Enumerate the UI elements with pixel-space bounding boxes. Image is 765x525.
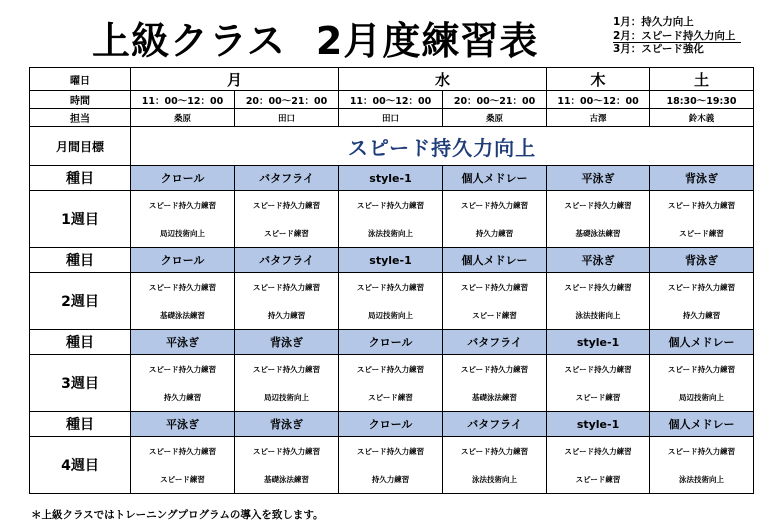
time-cell: 18:30～19:30 [650, 91, 754, 109]
drill-cell: 泳法技術向上 [339, 220, 443, 248]
day-monday: 月 [131, 68, 339, 91]
stroke-cell: バタフライ [235, 248, 339, 273]
teacher-cell: 古澤 [547, 109, 650, 127]
stroke-cell: style-1 [339, 248, 443, 273]
time-label: 時間 [30, 91, 131, 109]
teacher-cell: 鈴木義 [650, 109, 754, 127]
stroke-cell: style-1 [547, 412, 650, 437]
footnote: ＊上級クラスではトレーニングプログラムの導入を致します。 [31, 509, 324, 521]
drill-cell: スピード持久力練習 [547, 437, 650, 466]
stroke-cell: 個人メドレー [650, 412, 754, 437]
teacher-cell: 田口 [235, 109, 339, 127]
drill-cell: 局辺技術向上 [339, 302, 443, 330]
time-cell: 11：00～12：00 [131, 91, 235, 109]
goal-january: 1月：持久力向上 [613, 16, 694, 28]
monthly-goal-text: スピード持久力向上 [131, 127, 754, 166]
drill-cell: 泳法技術向上 [443, 466, 547, 494]
drill-cell: スピード持久力練習 [443, 437, 547, 466]
drill-cell: スピード練習 [339, 384, 443, 412]
stroke-cell: style-1 [339, 166, 443, 191]
drill-cell: スピード持久力練習 [443, 273, 547, 302]
drill-cell: スピード持久力練習 [235, 355, 339, 384]
drill-cell: スピード持久力練習 [339, 355, 443, 384]
week-label: 2週目 [30, 273, 131, 330]
stroke-cell: 背泳ぎ [650, 248, 754, 273]
drill-cell: スピード持久力練習 [443, 355, 547, 384]
stroke-cell: 個人メドレー [443, 166, 547, 191]
drill-cell: 基礎泳法練習 [235, 466, 339, 494]
drill-cell: スピード持久力練習 [131, 273, 235, 302]
drill-cell: スピード持久力練習 [131, 191, 235, 220]
drill-cell: 持久力練習 [235, 302, 339, 330]
stroke-cell: クロール [339, 330, 443, 355]
day-label: 曜日 [30, 68, 131, 91]
practice-table [29, 67, 754, 494]
drill-cell: 持久力練習 [131, 384, 235, 412]
day-wednesday: 水 [339, 68, 547, 91]
monthly-goals-list [613, 16, 741, 57]
stroke-cell: 個人メドレー [650, 330, 754, 355]
drill-cell: 基礎泳法練習 [443, 384, 547, 412]
drill-cell: 持久力練習 [443, 220, 547, 248]
drill-cell: スピード練習 [131, 466, 235, 494]
drill-cell: 基礎泳法練習 [547, 220, 650, 248]
category-label: 種目 [30, 330, 131, 355]
teacher-cell: 桑原 [131, 109, 235, 127]
category-label: 種目 [30, 412, 131, 437]
monthly-goal-label: 月間目標 [30, 127, 131, 166]
drill-cell: スピード持久力練習 [547, 191, 650, 220]
drill-cell: 泳法技術向上 [547, 302, 650, 330]
teacher-label: 担当 [30, 109, 131, 127]
week-label: 1週目 [30, 191, 131, 248]
drill-cell: スピード持久力練習 [547, 355, 650, 384]
drill-cell: スピード練習 [650, 220, 754, 248]
stroke-cell: 平泳ぎ [131, 412, 235, 437]
drill-cell: 持久力練習 [650, 302, 754, 330]
week-label: 3週目 [30, 355, 131, 412]
drill-cell: スピード持久力練習 [235, 437, 339, 466]
drill-cell: スピード練習 [547, 384, 650, 412]
week-label: 4週目 [30, 437, 131, 494]
time-cell: 20：00～21：00 [443, 91, 547, 109]
day-thursday: 木 [547, 68, 650, 91]
drill-cell: 局辺技術向上 [650, 384, 754, 412]
goal-march: 3月：スピード強化 [613, 43, 704, 55]
stroke-cell: 平泳ぎ [547, 248, 650, 273]
drill-cell: 泳法技術向上 [650, 466, 754, 494]
stroke-cell: 個人メドレー [443, 248, 547, 273]
time-cell: 20：00～21：00 [235, 91, 339, 109]
drill-cell: スピード持久力練習 [650, 437, 754, 466]
stroke-cell: バタフライ [443, 412, 547, 437]
stroke-cell: 平泳ぎ [131, 330, 235, 355]
drill-cell: スピード持久力練習 [339, 191, 443, 220]
drill-cell: スピード練習 [547, 466, 650, 494]
day-saturday: 土 [650, 68, 754, 91]
drill-cell: スピード練習 [235, 220, 339, 248]
time-cell: 11：00～12：00 [547, 91, 650, 109]
teacher-cell: 桑原 [443, 109, 547, 127]
stroke-cell: style-1 [547, 330, 650, 355]
drill-cell: スピード持久力練習 [650, 191, 754, 220]
drill-cell: スピード持久力練習 [650, 355, 754, 384]
drill-cell: スピード持久力練習 [547, 273, 650, 302]
drill-cell: スピード持久力練習 [235, 273, 339, 302]
teacher-cell: 田口 [339, 109, 443, 127]
time-cell: 11：00～12：00 [339, 91, 443, 109]
stroke-cell: 背泳ぎ [235, 412, 339, 437]
stroke-cell: 平泳ぎ [547, 166, 650, 191]
stroke-cell: バタフライ [235, 166, 339, 191]
title-class: 上級クラス [92, 19, 286, 63]
drill-cell: 持久力練習 [339, 466, 443, 494]
drill-cell: 基礎泳法練習 [131, 302, 235, 330]
goal-february: 2月：スピード持久力向上 [613, 30, 741, 43]
drill-cell: スピード持久力練習 [235, 191, 339, 220]
stroke-cell: 背泳ぎ [650, 166, 754, 191]
drill-cell: スピード持久力練習 [443, 191, 547, 220]
drill-cell: スピード持久力練習 [131, 355, 235, 384]
drill-cell: スピード練習 [443, 302, 547, 330]
drill-cell: スピード持久力練習 [650, 273, 754, 302]
page-title [92, 10, 538, 65]
stroke-cell: バタフライ [443, 330, 547, 355]
drill-cell: スピード持久力練習 [131, 437, 235, 466]
drill-cell: 局辺技術向上 [235, 384, 339, 412]
category-label: 種目 [30, 166, 131, 191]
category-label: 種目 [30, 248, 131, 273]
stroke-cell: クロール [131, 166, 235, 191]
drill-cell: スピード持久力練習 [339, 273, 443, 302]
stroke-cell: 背泳ぎ [235, 330, 339, 355]
stroke-cell: クロール [131, 248, 235, 273]
title-month: 2月度練習表 [315, 19, 539, 63]
stroke-cell: クロール [339, 412, 443, 437]
drill-cell: 局辺技術向上 [131, 220, 235, 248]
drill-cell: スピード持久力練習 [339, 437, 443, 466]
